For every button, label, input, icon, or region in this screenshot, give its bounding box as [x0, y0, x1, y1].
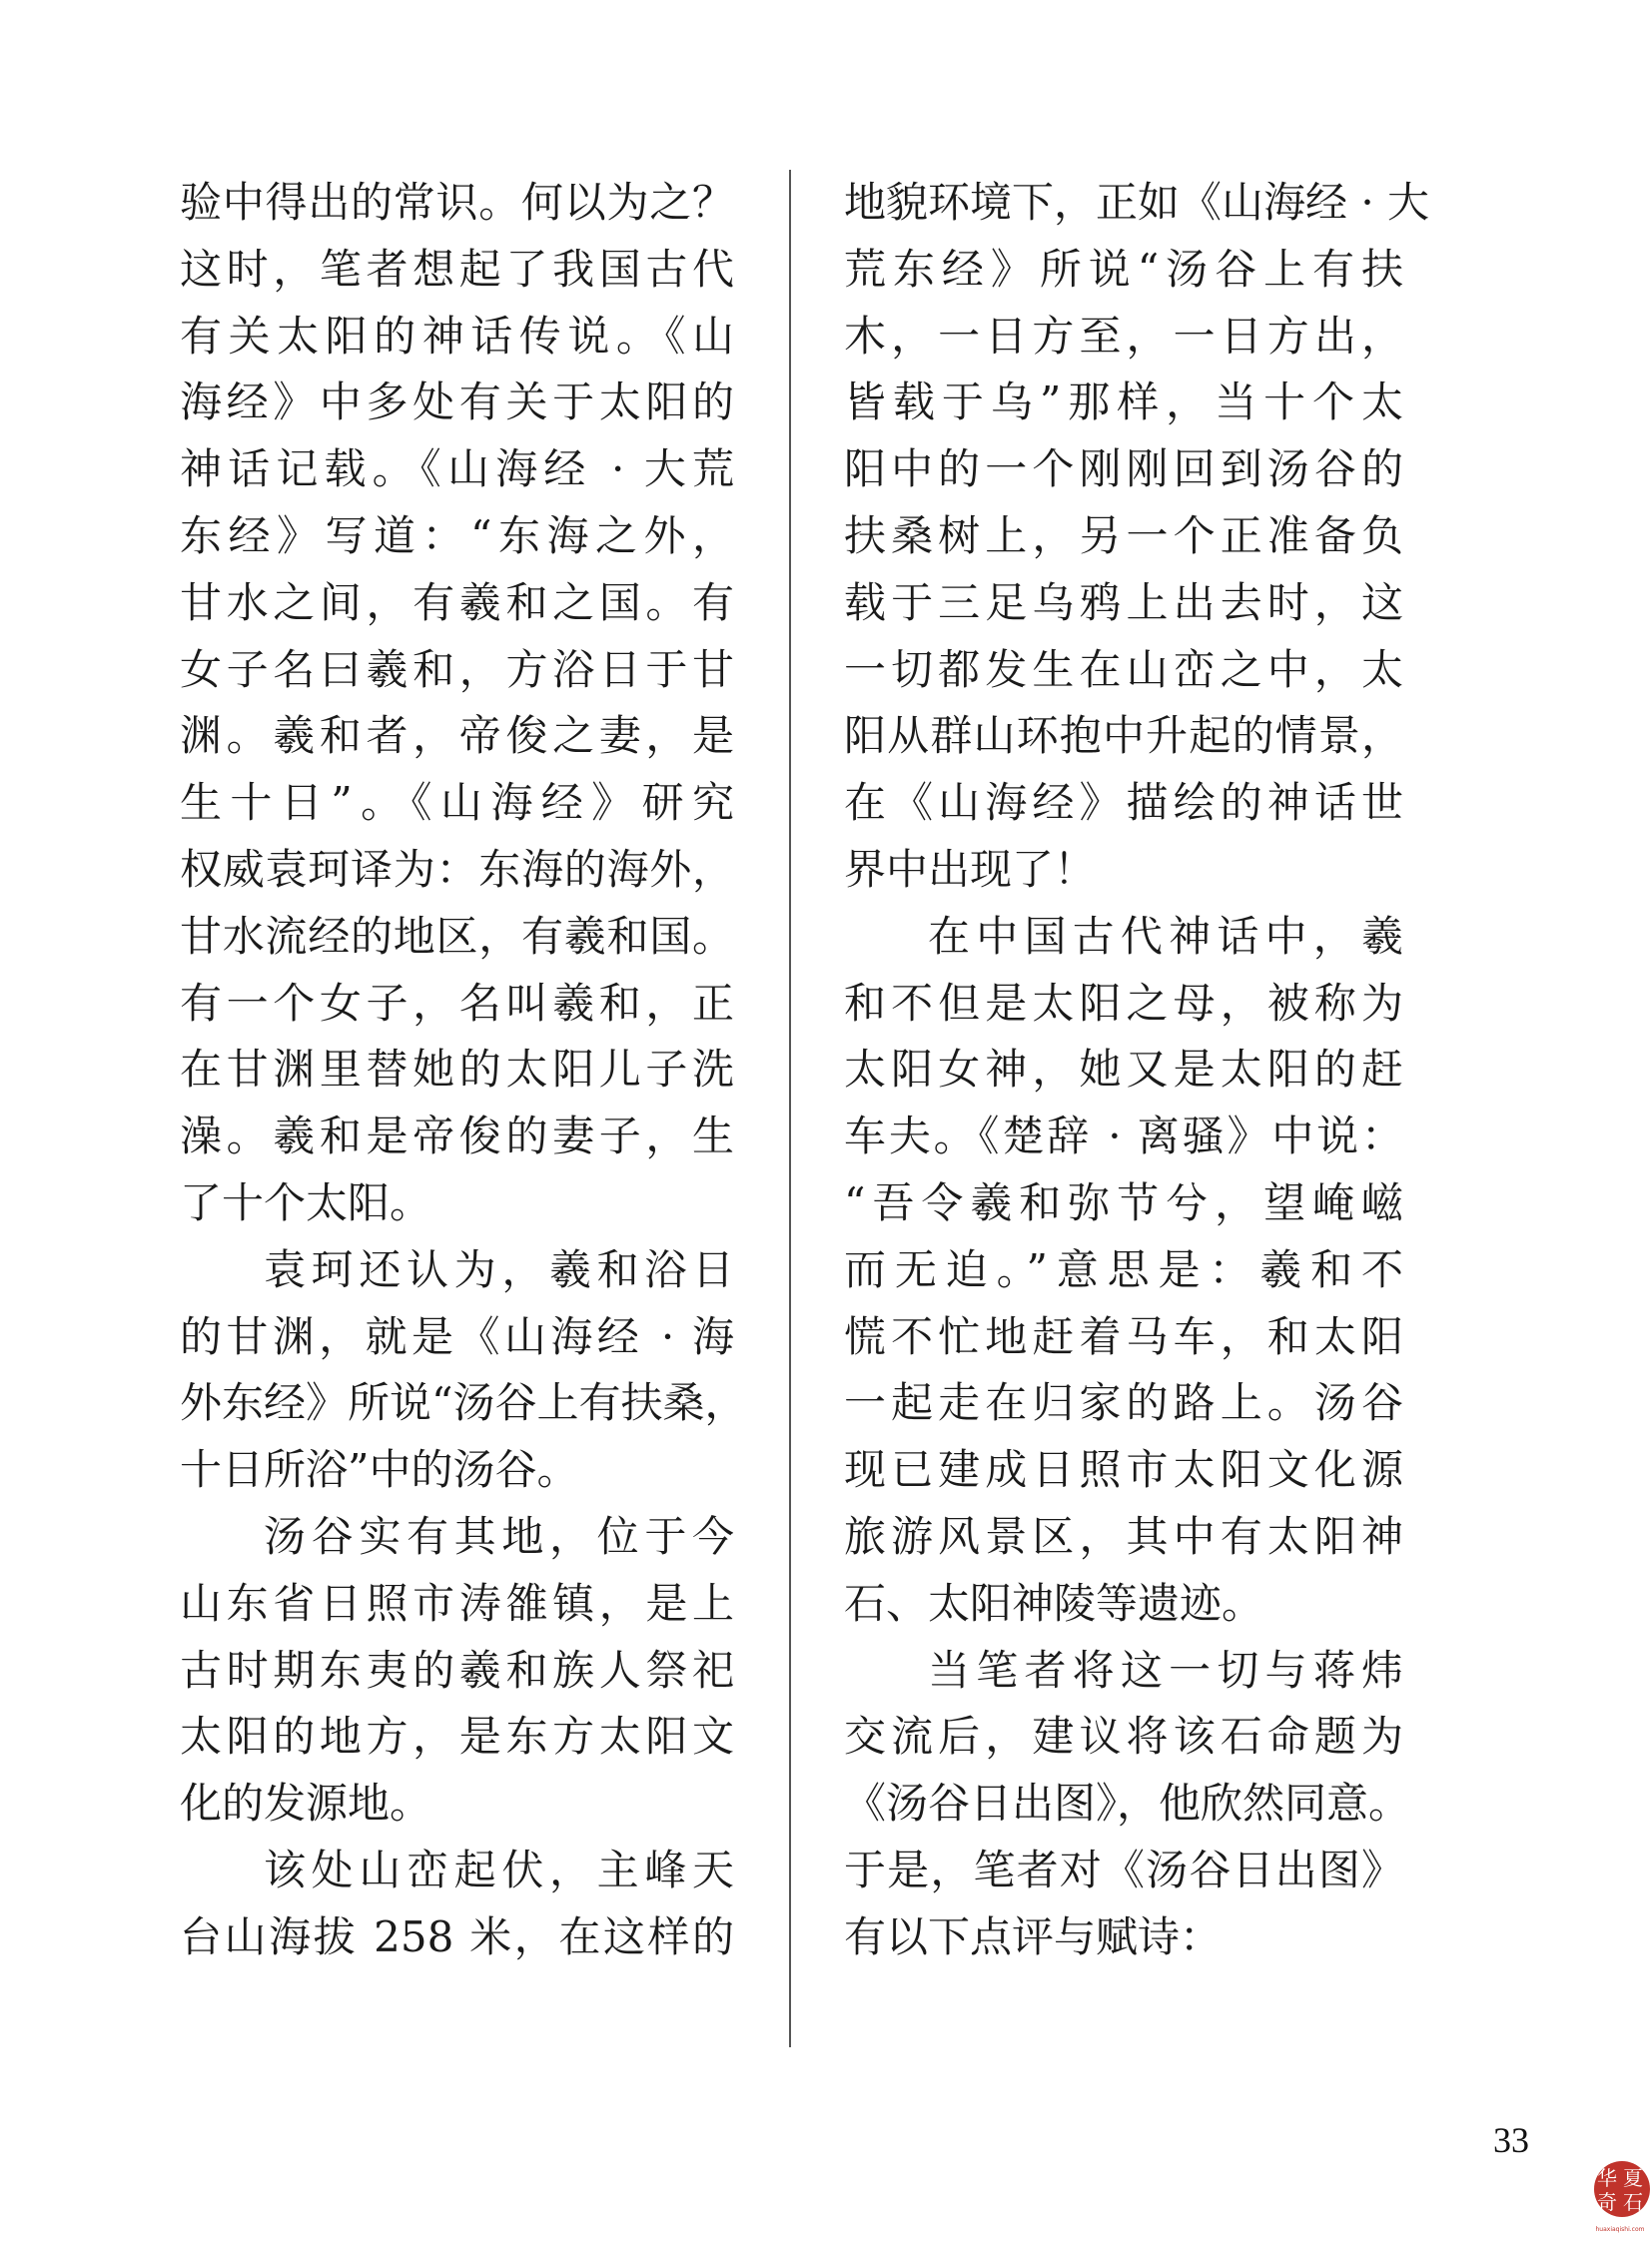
text-line: 的甘渊，就是《山海经 · 海: [180, 1311, 734, 1361]
text-line: 一起走在归家的路上。汤谷: [844, 1378, 1403, 1428]
left-text-column: [180, 170, 747, 1971]
text-line: 有以下点评与赋诗：: [844, 1911, 1223, 1961]
text-line: 太阳女神，她又是太阳的赶: [844, 1045, 1403, 1095]
text-line: 有关太阳的神话传说。《山: [180, 311, 734, 361]
text-line: 地貌环境下，正如《山海经 · 大: [844, 178, 1430, 227]
text-line: 荒东经》所说“汤谷上有扶: [844, 244, 1403, 294]
column-divider: [789, 170, 791, 2047]
text-line: 女子名曰羲和，方浴日于甘: [180, 644, 734, 694]
text-line: 化的发源地。: [180, 1779, 432, 1829]
watermark-seal: [1588, 2155, 1650, 2241]
text-line: 交流后，建议将该石命题为: [844, 1712, 1403, 1762]
text-line: 古时期东夷的羲和族人祭祀: [180, 1645, 734, 1695]
text-line: 这时，笔者想起了我国古代: [180, 244, 734, 294]
text-line: 阳中的一个刚刚回到汤谷的: [844, 444, 1403, 494]
seal-char-1: 华: [1597, 2166, 1617, 2190]
text-line: 外东经》所说“汤谷上有扶桑，: [180, 1378, 747, 1428]
text-line: 权威袁珂译为：东海的海外，: [180, 844, 734, 894]
text-line: 皆载于乌”那样，当十个太: [844, 377, 1403, 427]
text-line: 甘水之间，有羲和之国。有: [180, 577, 734, 627]
text-line: 木，一日方至，一日方出，: [844, 311, 1403, 361]
text-line: 澡。羲和是帝俊的妻子，生: [180, 1112, 734, 1161]
text-line: “吾令羲和弥节兮，望崦嵫: [844, 1177, 1403, 1227]
text-line: 甘水流经的地区，有羲和国。: [180, 911, 734, 961]
text-line: 在中国古代神话中，羲: [928, 911, 1403, 961]
text-line: 一切都发生在山峦之中，太: [844, 644, 1403, 694]
text-line: 在《山海经》描绘的神话世: [844, 778, 1403, 828]
text-line: 了十个太阳。: [180, 1177, 432, 1227]
text-line: 验中得出的常识。何以为之？: [180, 178, 734, 227]
text-line: 海经》中多处有关于太阳的: [180, 377, 734, 427]
text-line: 扶桑树上，另一个正准备负: [844, 510, 1403, 560]
text-line: 当笔者将这一切与蒋炜: [928, 1645, 1403, 1695]
text-line: 慌不忙地赶着马车，和太阳: [844, 1311, 1403, 1361]
text-line: 台山海拔 258 米，在这样的: [180, 1911, 734, 1961]
text-line: 车夫。《楚辞 · 离骚》中说：: [844, 1112, 1403, 1161]
right-text-column: [844, 170, 1430, 1971]
text-line: 石、太阳神陵等遗迹。: [844, 1578, 1264, 1628]
seal-char-4: 石: [1623, 2190, 1643, 2214]
text-line: 十日所浴”中的汤谷。: [180, 1445, 579, 1495]
text-line: 东经》写道：“东海之外，: [180, 510, 734, 560]
text-line: 载于三足乌鸦上出去时，这: [844, 577, 1403, 627]
seal-char-3: 奇: [1597, 2190, 1617, 2214]
text-line: 有一个女子，名叫羲和，正: [180, 978, 734, 1028]
text-line: 旅游风景区，其中有太阳神: [844, 1511, 1403, 1561]
text-line: 神话记载。《山海经 · 大荒: [180, 444, 734, 494]
text-line: 袁珂还认为，羲和浴日: [264, 1244, 734, 1294]
page-number: 33: [1493, 2120, 1529, 2160]
text-line: 该处山峦起伏，主峰天: [264, 1845, 734, 1894]
text-line: 汤谷实有其地，位于今: [264, 1511, 734, 1561]
text-line: 生十日”。《山海经》研究: [180, 778, 734, 828]
seal-char-2: 夏: [1623, 2166, 1643, 2190]
text-line: 而无迫。”意思是：羲和不: [844, 1244, 1403, 1294]
text-line: 《汤谷日出图》，他欣然同意。: [844, 1779, 1411, 1829]
text-line: 和不但是太阳之母，被称为: [844, 978, 1403, 1028]
text-line: 界中出现了！: [844, 844, 1097, 894]
text-line: 山东省日照市涛雒镇，是上: [180, 1578, 734, 1628]
text-line: 于是，笔者对《汤谷日出图》: [844, 1845, 1403, 1894]
text-line: 太阳的地方，是东方太阳文: [180, 1712, 734, 1762]
watermark-url: huaxiaqishi.com: [1595, 2226, 1645, 2233]
text-line: 渊。羲和者，帝俊之妻，是: [180, 711, 734, 761]
text-line: 在甘渊里替她的太阳儿子洗: [180, 1045, 734, 1095]
text-line: 现已建成日照市太阳文化源: [844, 1445, 1403, 1495]
seal-logo-icon: [1588, 2155, 1650, 2241]
text-line: 阳从群山环抱中升起的情景，: [844, 711, 1403, 761]
